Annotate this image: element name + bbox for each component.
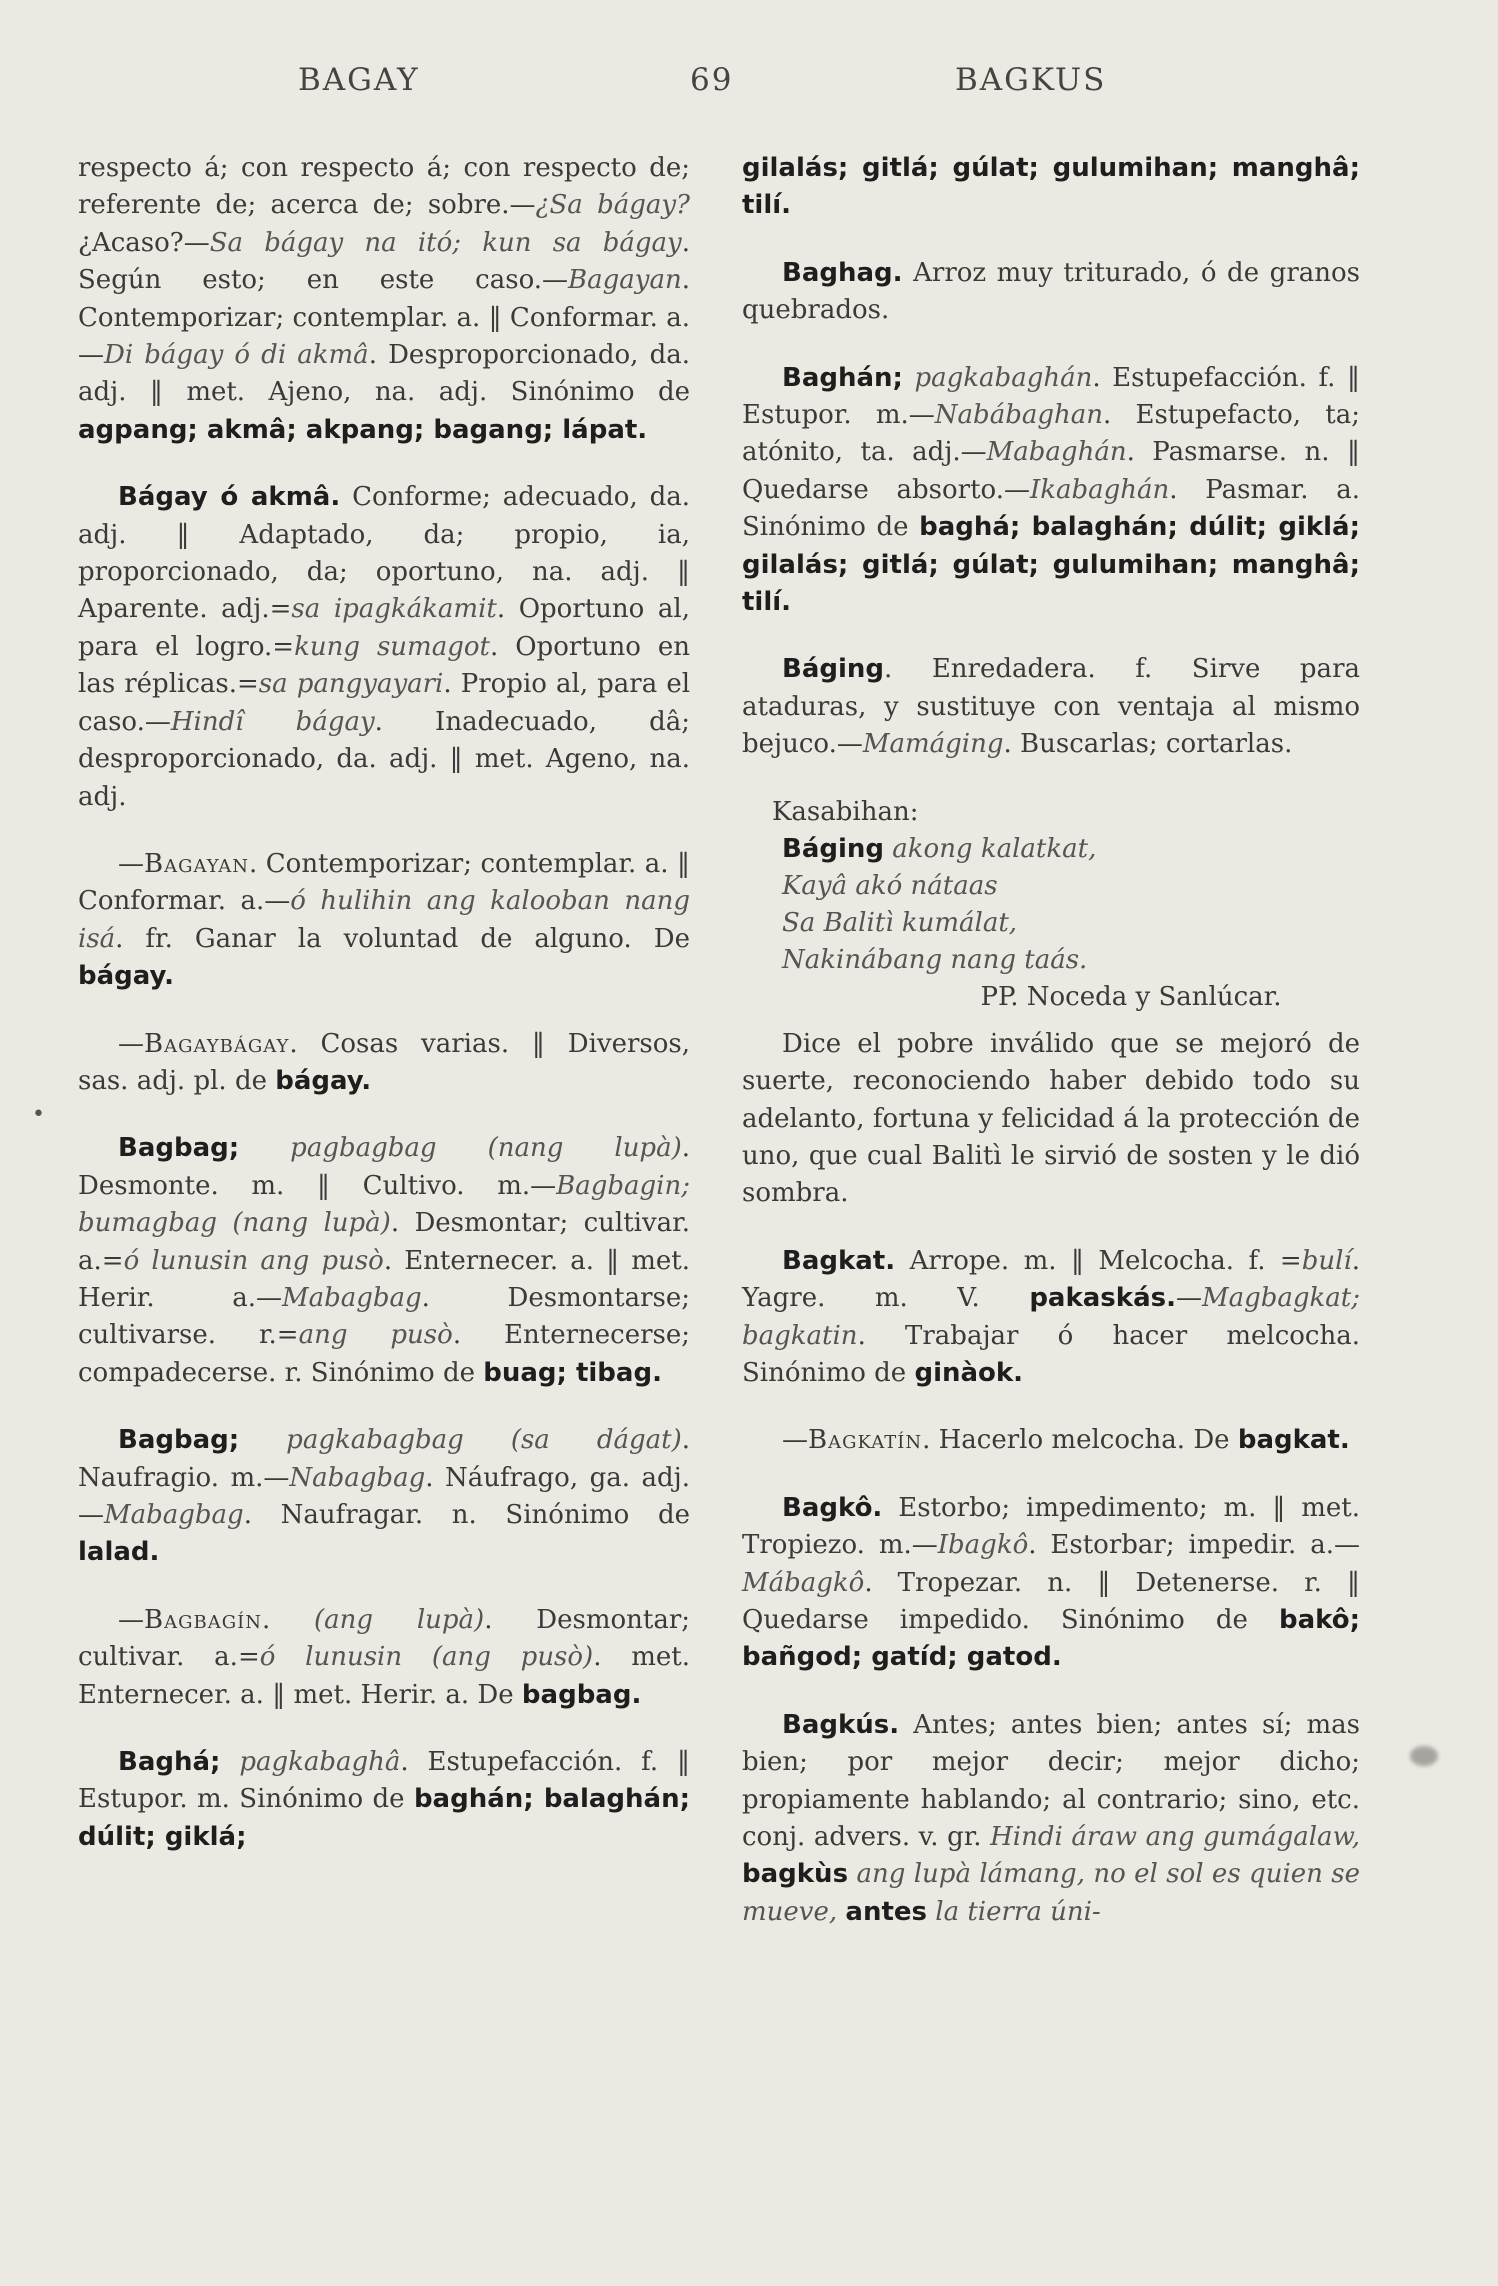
- paper-stain: [1410, 1746, 1438, 1766]
- dictionary-entry: Baghag. Arroz muy triturado, ó de granos quebrados.: [742, 257, 1360, 326]
- dictionary-entry: Báging. Enredadera. f. Sirve para ataduras, y sustituye con ventaja al mismo bejuco.—Mamáging. Buscarlas; cortarlas.: [742, 654, 1360, 760]
- dictionary-entry: —Bagayan. Contemporizar; contemplar. a. ‖ Conformar. a.—ó hulihin ang kalooban nang isá. fr. Ganar la voluntad de alguno. De bágay.: [78, 848, 690, 992]
- dictionary-entry: Bagkat. Arrope. m. ‖ Melcocha. f. =bulí. Yagre. m. V. pakaskás.—Magbagkat; bagkatin. Trabajar ó hacer melcocha. Sinónimo de ginàok.: [742, 1245, 1360, 1388]
- dictionary-entry: Bagkús. Antes; antes bien; antes sí; mas bien; por mejor decir; mejor dicho; propiamente hablando; al contrario; sino, etc. conj. advers. v. gr. Hindi áraw ang gumágalaw, bagkùs ang lupà lámang, no el sol es quien se mueve, antes la tierra úni-: [742, 1709, 1361, 1927]
- proverb-label: Kasabihan:: [772, 796, 919, 827]
- dictionary-entry: Bagbag; pagkabagbag (sa dágat). Naufragio. m.—Nabagbag. Náufrago, ga. adj.—Mabagbag. Naufragar. n. Sinónimo de lalad.: [78, 1425, 690, 1568]
- dictionary-entry: —Bagaybágay. Cosas varias. ‖ Diversos, sas. adj. pl. de bágay.: [78, 1028, 690, 1096]
- proverb-explanation: Dice el pobre inválido que se mejoró de suerte, reconociendo haber debido todo su adelanto, fortuna y felicidad á la protección de uno, que cual Balitì le sirvió de sosten y le dió sombra.: [742, 1028, 1360, 1209]
- page-number: 69: [690, 62, 734, 98]
- continued-text: respecto á; con respecto á; con respecto de; referente de; acerca de; sobre.—¿Sa bágay? ¿Acaso?—Sa bágay na itó; kun sa bágay. Según esto; en este caso.—Bagayan. Contemporizar; contemplar. a. ‖ Conformar. a.—Di bágay ó di akmâ. Desproporcionado, da. adj. ‖ met. Ajeno, na. adj. Sinónimo de agpang; akmâ; akpang; bagang; lápat.: [78, 153, 690, 445]
- proverb-block: [772, 794, 1360, 1016]
- proverb-line: Sa Balitì kumálat,: [782, 907, 1018, 938]
- right-column: [742, 150, 1360, 1961]
- dictionary-entry: Bagkô. Estorbo; impedimento; m. ‖ met. Tropiezo. m.—Ibagkô. Estorbar; impedir. a.—Mábagkô. Tropezar. n. ‖ Detenerse. r. ‖ Quedarse impedido. Sinónimo de bakô; bañgod; gatíd; gatod.: [742, 1492, 1360, 1673]
- margin-mark: •: [32, 1102, 45, 1127]
- running-head-right: BAGKUS: [955, 62, 1107, 98]
- dictionary-entry: —Bagkatín. Hacerlo melcocha. De bagkat.: [782, 1425, 1350, 1456]
- dictionary-entry: —Bagbagín. (ang lupà). Desmontar; cultivar. a.=ó lunusin (ang pusò). met. Enternecer. a. ‖ met. Herir. a. De bagbag.: [78, 1604, 691, 1710]
- dictionary-entry: Bágay ó akmâ. Conforme; adecuado, da. adj. ‖ Adaptado, da; propio, ia, proporcionado, da; oportuno, na. adj. ‖ Aparente. adj.=sa ipagkákamit. Oportuno al, para el logro.=kung sumagot. Oportuno en las réplicas.=sa pangyayari. Propio al, para el caso.—Hindî bágay. Inadecuado, dâ; desproporcionado, da. adj. ‖ met. Ageno, na. adj.: [78, 482, 691, 812]
- running-head-left: BAGAY: [298, 62, 420, 98]
- dictionary-entry: Baghá; pagkabaghâ. Estupefacción. f. ‖ Estupor. m. Sinónimo de baghán; balaghán; dúlit; giklá;: [78, 1747, 690, 1852]
- proverb-line: Kayâ akó nátaas: [782, 870, 998, 901]
- dictionary-entry: Bagbag; pagbagbag (nang lupà). Desmonte. m. ‖ Cultivo. m.—Bagbagin; bumagbag (nang lupà). Desmontar; cultivar. a.=ó lunusin ang pusò. Enternecer. a. ‖ met. Herir. a.—Mabagbag. Desmontarse; cultivarse. r.=ang pusò. Enternecerse; compadecerse. r. Sinónimo de buag; tibag.: [78, 1133, 691, 1388]
- proverb-line: Nakinábang nang taás.: [782, 944, 1088, 975]
- proverb-source: PP. Noceda y Sanlúcar.: [980, 981, 1282, 1012]
- proverb-line: Báging akong kalatkat,: [782, 833, 1097, 864]
- continued-text: gilalás; gitlá; gúlat; gulumihan; manghâ; tilí.: [742, 153, 1360, 221]
- left-column: [78, 150, 690, 1886]
- dictionary-entry: Baghán; pagkabaghán. Estupefacción. f. ‖ Estupor. m.—Nabábaghan. Estupefacto, ta; atónito, ta. adj.—Mabaghán. Pasmarse. n. ‖ Quedarse absorto.—Ikabaghán. Pasmar. a. Sinónimo de baghá; balaghán; dúlit; giklá; gilalás; gitlá; gúlat; gulumihan; manghâ; tilí.: [742, 362, 1360, 618]
